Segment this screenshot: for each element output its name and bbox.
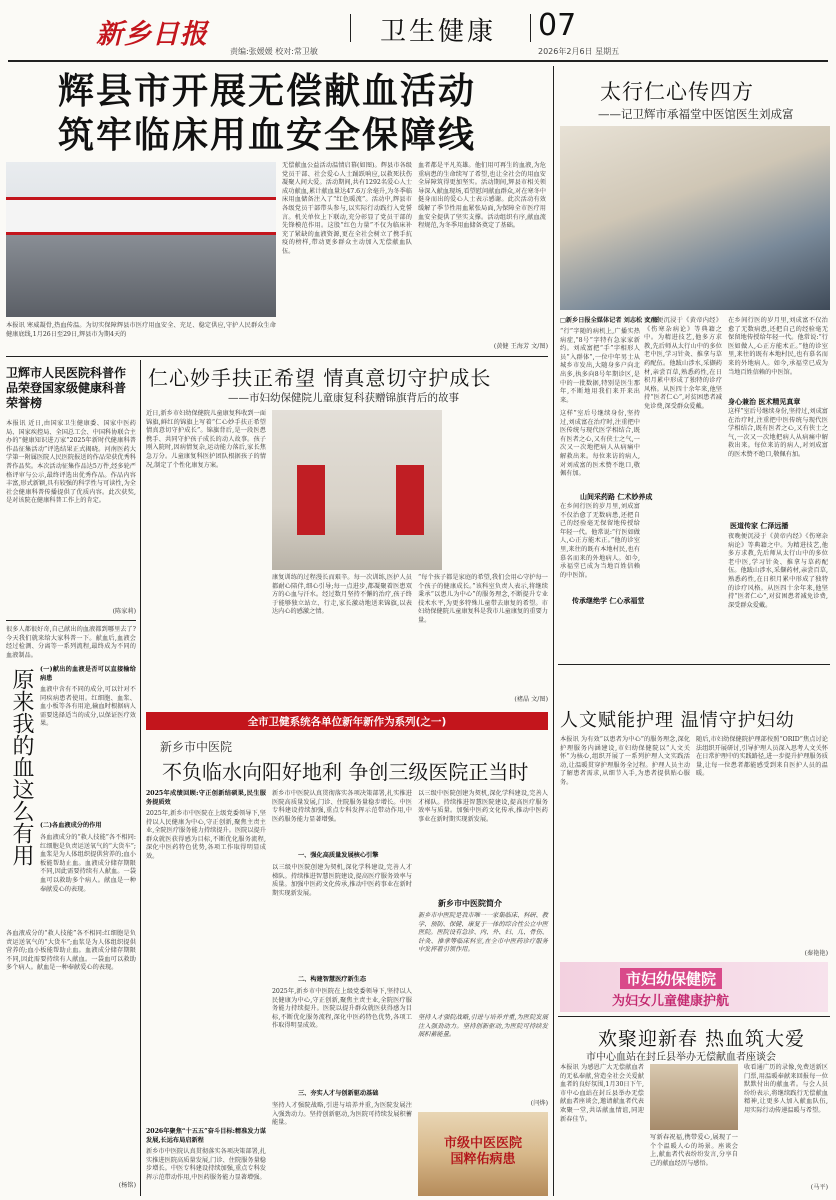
zxy-photo-text: 市级中医医院 国粹佑病患 <box>443 1136 522 1167</box>
side-article-para1: 血液中含有不同的成分,可以针对不同疾病患者使用。红细胞、血浆、血小板等各有用途,输血时根据病人需要选择适当的成分,以保证医疗效果。 <box>40 686 136 728</box>
nursing-title: 人文赋能护理 温情守护妇幼 <box>560 710 795 731</box>
zxy-col2d: 坚持人才强院战略,引进与培养并重,为医院发展注入强劲动力。坚持创新驱动,为医院可持续发展积蓄能量。 <box>272 1102 412 1127</box>
sidebar-top-sign: (陈家莉) <box>112 608 136 615</box>
nursing-col1: 本报讯 为有效“以患者为中心”的服务理念,深化护理服务内涵建设,市妇幼保健院以“人文关怀”为核心,组织开展了一系列护理人文实践活动,让温暖贯穿护理服务全过程。护理人员主动了解患者需求,从细节入手,为患者提供贴心服务。 <box>560 736 690 786</box>
zxy-org: 新乡市中医院 <box>160 740 233 754</box>
side-article-title: 原来我的血这么有用 <box>9 668 34 866</box>
issue-date: 2026年2月6日 星期五 <box>538 47 620 56</box>
page-number: 07 <box>538 8 577 43</box>
lead-photo-caption: 本报讯 寒威凝骨,热血传温。为切实保障辉县市医疗用血安全、充足、稳定供应,守护人民群众生命健康底线,1月26日至29日,辉县市为期4天的 <box>6 322 276 338</box>
children-col2: 康复训练的过程漫长而艰辛。每一次训练,医护人员都耐心陪伴,细心引导;每一点进步,都凝聚着医患双方的心血与汗水。经过数月坚持不懈的治疗,孩子终于能够独立站立、行走,家长激动地送来锦旗,以表达内心的感激之情。 <box>272 574 412 616</box>
logo-divider <box>350 14 351 42</box>
masthead-rule <box>8 60 828 62</box>
side-article-intro: 很多人都很好奇,自己献出的血液都到哪里去了?今天我们就来给大家科普一下。献血后,血液会经过检测、分离等一系列流程,最终成为不同的血液制品。 <box>6 626 136 659</box>
zxy-building-photo <box>418 1112 548 1196</box>
zxy-col2b: 以三级中医院创建为契机,深化学科建设,完善人才梯队。持续推进智慧医院建设,提高医疗服务效率与质量。加强中医药文化传承,推动中医药事业在新时期实现新发展。 <box>272 864 412 897</box>
side-article-head1: (一)献出的血液是否可以直接输给病患 <box>40 666 136 682</box>
feature-title: 太行仁心传四方 <box>600 80 754 104</box>
zxy-col1b: 新乡市中医院认真贯彻落实各项决策部署,扎实推进医院高质量发展,门诊、住院服务量稳步增长。中医专科建设持续加强,重点专科发挥示范带动作用,中医药服务能力显著增强。 <box>146 1148 266 1181</box>
nursing-ad-sub: 为妇女儿童健康护航 <box>612 994 730 1009</box>
zxy-intro: 新乡市中医院是我市唯一一家集临床、科研、教学、预防、保健、康复于一体的综合性公立中医医院。医院设有急诊、内、外、妇、儿、骨伤、针灸、推拿等临床科室,在全市中医药诊疗服务中发挥着引领作用。 <box>418 912 548 954</box>
spring-sign: (马平) <box>810 1184 828 1191</box>
zxy-head1: 2025年成绩回顾:守正创新结硕果,民生服务提质效 <box>146 790 266 806</box>
lead-signature: (黄健 王海芳 文/图) <box>493 343 548 350</box>
side-article-para2b: 各血液成分的“救人技能”各不相同:红细胞是负责运送氧气的“大货车”;血浆是为人体组织提供营养的;血小板能帮助止血。血液成分储存期限不同,因此需要持续有人献血。一袋血可以救助多个病人。献血是一种奉献爱心的表现。 <box>6 930 136 972</box>
side-article-sign: (杨铭) <box>118 1182 136 1189</box>
zxy-title: 不负临水向阳好地利 争创三级医院正当时 <box>162 760 529 784</box>
spring-title: 欢聚迎新春 热血筑大爱 <box>598 1028 806 1050</box>
spring-photo <box>650 1064 738 1130</box>
zxy-sign: (闫烨) <box>530 1100 548 1107</box>
sidebar-split-rule <box>6 620 136 621</box>
feature-col3b: 这样”室后号继续身份,坚持过,刘成富在治疗时,注重把中医传统与现代医学相结合,既有医者之心,又有侠士之气,一次又一次地把病人从病痛中解救出来。每位来访的病人,对刘成富的医术赞不绝口,敬佩有加。 <box>728 408 828 458</box>
feature-subhead-1: 身心兼治 医术精见真章 <box>728 398 801 406</box>
feature-photo-doctor <box>560 126 830 310</box>
feature-subhead-4: 医道传家 仁泽远播 <box>730 522 789 530</box>
feature-intro: “行”字随的病机上,广播实热病症,“8号”字特有急家家新约。刘成富把“手”字相形人员”入群体”,一位中年男士从城乡市发出,大随身多户向北出多,执多向8号年期诊区,是中的一批数据,特别是医生那年,不断地用我们来开来出来。 <box>560 328 640 404</box>
lead-body-col2: 无偿献血公益活动温情启幕(如图)。辉县市各级党员干部、社会爱心人士踊跃响应,以救死扶伤凝聚人间大爱。活动期间,共有1292名爱心人士成功献血,累计献血量达47.6万余毫升,为冬季临床用血储备注入了“红色暖流”。活动中,辉县市各级党员干部带头参与,以实际行动践行入党誓言。机关单位上下联动,充分彰显了党员干部的先锋模范作用。这股“红色力量”不仅为临床补充了紧缺的血液资源,更在全社会树立了携手抗疫的榜样,带动更多群众主动加入无偿献血队伍。 <box>282 162 412 255</box>
bus-banner <box>6 197 276 235</box>
zxy-head5: 三、夯实人才与创新驱动基础 <box>298 1090 379 1097</box>
children-subtitle: ——市妇幼保健院儿童康复科获赠锦旗背后的故事 <box>228 392 459 404</box>
feature-subtitle: ——记卫辉市承福堂中医馆医生刘成富 <box>598 107 794 121</box>
children-photo-banner <box>272 410 442 570</box>
lead-photo-blood-donation <box>6 162 276 317</box>
feature-subhead-3: 传承继绝学 仁心承福堂 <box>572 597 645 605</box>
lead-headline <box>58 70 538 158</box>
spring-top-rule <box>558 1016 830 1017</box>
feature-col3: 在乡间行医的岁月里,刘成富不仅治愈了无数病患,还把自己的经验毫无保留地传授给年轻一代。他常说:“行医如做人,心正方能术正。”他的诊室里,来往的既有本地村民,也有慕名而来的外地病人。如今,承福堂已成为当地百姓信赖的中医馆。 <box>728 317 828 376</box>
feature-col1b: 在乡间行医的岁月里,刘成富不仅治愈了无数病患,还把自己的经验毫无保留地传授给年轻一代。他常说:“行医如做人,心正方能术正。”他的诊室里,来往的既有本地村民,也有慕名而来的外地病人。如今,承福堂已成为当地百姓信赖的中医馆。 <box>560 503 640 579</box>
children-title: 仁心妙手扶正希望 情真意切守护成长 <box>148 366 492 390</box>
zxy-head4: 二、构建智慧医疗新生态 <box>298 976 367 983</box>
pennant-left <box>297 465 325 535</box>
spring-col1: 本报讯 为感恩广大无偿献血者的无私奉献,营造全社会关爱献血者的良好氛围,1月30日下午,市中心血站在封丘县举办无偿献血者座谈会,邀请献血者代表欢聚一堂,共话献血情谊,同迎新春佳节。 <box>560 1064 644 1123</box>
children-col1: 近日,新乡市妇幼保健院儿童康复科收到一面锦旗,鲜红的锦旗上写着“仁心妙手扶正希望 情真意切守护成长”。锦旗背后,是一段医患携手、共同守护孩子成长的动人故事。孩子刚入院时,因病情复杂,运动能力落后,家长焦急万分。儿童康复科医护团队根据孩子的情况,制定了个性化康复方案。 <box>146 410 266 469</box>
zxy-head2: 2026年聚焦“十五五”奋斗目标:精准发力谋发展,长远布局启新程 <box>146 1128 266 1144</box>
zxy-intro-b: 坚持人才强院战略,引进与培养并重,为医院发展注入强劲动力。坚持创新驱动,为医院可持续发展积蓄能量。 <box>418 1014 548 1039</box>
spring-col3: 写新春祝福,携带爱心,展现了一个个温暖人心的场景。座谈会上,献血者代表纷纷发言,分享自己的献血经历与感悟。 <box>650 1134 738 1167</box>
masthead <box>0 0 836 66</box>
newspaper-logo: 新乡日报 <box>96 19 208 50</box>
feature-byline: □新乡日报全媒体记者 刘志松 文/图 <box>560 317 660 324</box>
section-title: 卫生健康 <box>380 17 497 47</box>
sidebar-top-body: 本报讯 近日,由国家卫生健康委、国家中医药局、国家疾控局、全国总工会、中国科协联合主办的“健康知识进万家”2025年新时代健康科普作品征集活动”评选结果正式揭晓。河南医药大学第一附属医院人民医院报送的作品荣获优秀科普作品奖。本次活动征集作品达5万件,经多轮严格评审与公示,最终评选出优秀作品。作品内容丰富,形式新颖,具有较强的科学性与可读性,为全社会健康科普传播提供了优质内容。此次获奖,是对该院在健康科普工作上的肯定。 <box>6 420 136 505</box>
lead-bottom-rule <box>6 356 548 357</box>
side-article-head2: (二)各血液成分的作用 <box>40 822 102 829</box>
pennant-right <box>396 465 424 535</box>
sidebar-top-title: 卫辉市人民医院科普作品荣登国家级健康科普荣誉榜 <box>6 366 127 410</box>
nursing-ad-title: 市妇幼保健院 <box>620 968 722 989</box>
spring-col2: 收看通广历的录像,免费送新区门票,用温暖奉献来回报每一位默默付出的献血者。与会人员纷纷表示,将继续践行无偿献血精神,让更多人加入献血队伍,用实际行动传递温暖与希望。 <box>744 1064 828 1114</box>
section-divider <box>530 14 531 42</box>
children-sign: (褚晶 文/图) <box>514 696 548 703</box>
feature-col3c: 夜晚便沉浸于《黄帝内经》《伤寒杂病论》等典籍之中。为精进技艺,他多方求教,先后师从太行山中的多位老中医,学习针灸、推拿与草药配伍。他跋山涉水,采撷药材,亲尝百草,熟悉药性,在日积月累中形成了独特的诊疗风格。从医四十余年来,他坚持“医者仁心”,对贫困患者减免诊费,深受群众爱戴。 <box>728 533 828 609</box>
zxy-col2c: 2025年,新乡市中医院在上级党委领导下,坚持以人民健康为中心,守正创新,聚焦主责主业,全院医疗服务能力持续提升。医院以提升群众就医获得感为目标,不断优化服务流程,深化中医药特色优势,各项工作取得明显成效。 <box>272 988 412 1030</box>
nursing-col2: 随后,市妇幼保健院护理部按照“ORID”焦点讨论法组织开展研讨,引导护理人员深入思考人文关怀在日常护理中的实践路径,进一步提升护理服务质量,让每一位患者都能感受到来自医护人员的温暖。 <box>696 736 828 778</box>
editors-line: 责编:张媛媛 校对:常卫敏 <box>230 47 318 56</box>
spring-subtitle: 市中心血站在封丘县举办无偿献血者座谈会 <box>586 1052 776 1063</box>
lead-body-col3: 血者都是平凡英雄。他们用可再生的血液,为危重病患的生命续写了希望,也让全社会的用血安全屏障筑得更加坚实。活动期间,辉县市相关领导深入献血现场,看望慰问献血群众,对在寒冬中挺身而出的爱心人士表示感谢。此次活动有效缓解了季节性用血紧张局面,为保障全市医疗用血安全提供了坚实支撑。活动组织有序,献血流程规范,为冬季用血储备奠定了基础。 <box>418 162 546 230</box>
children-col3: “每个孩子都是家庭的希望,我们会用心守护每一个孩子的健康成长。”该科室负责人表示,将继续秉承“以患儿为中心”的服务理念,不断提升专业技术水平,为更多特殊儿童带去康复的希望。市妇幼保健院儿童康复科是我市儿童康复的重要力量。 <box>418 574 548 624</box>
feature-col1: 这样”室后号继续身份,坚持过,刘成富在治疗时,注重把中医传统与现代医学相结合,既有医者之心,又有侠士之气,一次又一次地把病人从病痛中解救出来。每位来访的病人,对刘成富的医术赞不绝口,敬佩有加。 <box>560 410 640 478</box>
lead-headline-line1: 辉县市开展无偿献血活动 <box>58 71 477 112</box>
feature-subhead-2: 山间采药路 仁术妙养成 <box>580 493 653 501</box>
feature-col2: 夜晚便沉浸于《黄帝内经》《伤寒杂病论》等典籍之中。为精进技艺,他多方求教,先后师从太行山中的多位老中医,学习针灸、推拿与草药配伍。他跋山涉水,采撷药材,亲尝百草,熟悉药性,在日积月累中形成了独特的诊疗风格。从医四十余年来,他坚持“医者仁心”,对贫困患者减免诊费,深受群众爱戴。 <box>644 317 722 410</box>
zxy-col2: 新乡市中医院认真贯彻落实各项决策部署,扎实推进医院高质量发展,门诊、住院服务量稳步增长。中医专科建设持续加强,重点专科发挥示范带动作用,中医药服务能力显著增强。 <box>272 790 412 823</box>
side-article-para2: 各血液成分的“救人技能”各不相同:红细胞是负责运送氧气的“大货车”;血浆是为人体组织提供营养的;血小板能帮助止血。血液成分储存期限不同,因此需要持续有人献血。一袋血可以救助多个病人。献血是一种奉献爱心的表现。 <box>40 834 136 893</box>
right-column-divider <box>553 66 554 1196</box>
zxy-col3: 以三级中医院创建为契机,深化学科建设,完善人才梯队。持续推进智慧医院建设,提高医疗服务效率与质量。加强中医药文化传承,推动中医药事业在新时期实现新发展。 <box>418 790 548 823</box>
left-sidebar-divider <box>140 360 141 1196</box>
feature-bottom-rule <box>558 664 830 665</box>
lead-headline-line2: 筑牢临床用血安全保障线 <box>58 115 477 156</box>
series-banner-text: 全市卫健系统各单位新年新作为系列(之一) <box>247 716 447 728</box>
nursing-sign: (秦艳艳) <box>804 950 828 957</box>
zxy-col1: 2025年,新乡市中医院在上级党委领导下,坚持以人民健康为中心,守正创新,聚焦主责主业,全院医疗服务能力持续提升。医院以提升群众就医获得感为目标,不断优化服务流程,深化中医药特色优势,各项工作取得明显成效。 <box>146 810 266 860</box>
zxy-head3: 一、强化高质量发展核心引擎 <box>298 852 379 859</box>
zxy-intro-title: 新乡市中医院简介 <box>438 899 502 908</box>
